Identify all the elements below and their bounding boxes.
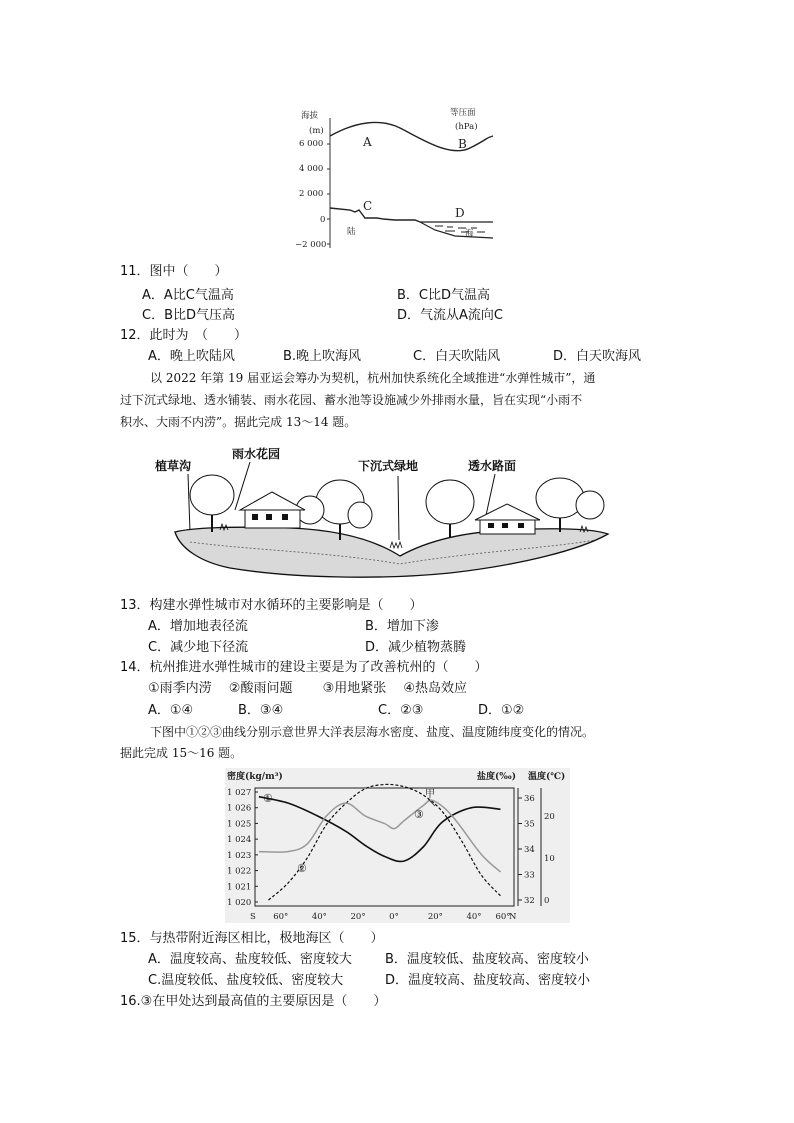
temperature-tick-label: 10 bbox=[544, 854, 555, 864]
label-sunken-greenland: 下沉式绿地 bbox=[358, 459, 419, 473]
q15-option-a[interactable]: A．温度较高、盐度较低、密度较大 bbox=[148, 952, 352, 967]
q14-stem: 14．杭州推进水弹性城市的建设主要是为了改善杭州的（ ） bbox=[120, 660, 488, 675]
curve-3-label: ③ bbox=[414, 808, 424, 821]
q15-option-b[interactable]: B．温度较低、盐度较高、密度较小 bbox=[385, 952, 589, 967]
q12-option-c[interactable]: C．白天吹陆风 bbox=[413, 349, 501, 364]
fig1-tick: 0 bbox=[320, 215, 326, 225]
q11-option-a[interactable]: A．A比C气温高 bbox=[142, 288, 234, 303]
fig1-tick: −2 000 bbox=[295, 240, 327, 250]
q11-option-c[interactable]: C．B比D气压高 bbox=[142, 308, 236, 323]
ocean-properties-chart bbox=[225, 768, 570, 923]
density-tick-label: 1 020 bbox=[227, 898, 252, 908]
curve-1-label: ① bbox=[263, 792, 273, 805]
latitude-tick-label: 40° bbox=[311, 912, 327, 922]
point-d-label: D bbox=[455, 206, 465, 220]
fig1-isobar-label-1: 等压面 bbox=[450, 108, 476, 118]
temperature-axis-label: 温度(℃) bbox=[528, 772, 566, 782]
intro1-line2: 过下沉式绿地、透水铺装、雨水花园、蓄水池等设施减少外排雨水量，旨在实现“小雨不 bbox=[120, 393, 583, 407]
density-tick-label: 1 023 bbox=[227, 850, 252, 861]
fig1-tick: 4 000 bbox=[299, 164, 324, 174]
density-tick-label: 1 025 bbox=[227, 819, 252, 830]
salinity-tick-label: 34 bbox=[524, 845, 535, 855]
q13-option-c[interactable]: C．减少地下径流 bbox=[148, 640, 249, 655]
salinity-tick-label: 35 bbox=[524, 819, 535, 830]
isobar-land-sea-figure bbox=[295, 100, 505, 260]
density-tick-label: 1 022 bbox=[227, 866, 252, 877]
intro2-line2: 据此完成 15～16 题。 bbox=[120, 746, 243, 760]
latitude-tick-label: 40° bbox=[466, 912, 482, 922]
salinity-tick-label: 36 bbox=[524, 794, 535, 804]
fig1-isobar-label-2: (hPa) bbox=[455, 122, 478, 132]
density-tick-label: 1 024 bbox=[227, 835, 252, 846]
density-tick-label: 1 027 bbox=[227, 788, 252, 798]
q14-option-c[interactable]: C．②③ bbox=[378, 703, 424, 718]
sea-floor bbox=[420, 222, 493, 238]
point-b-label: B bbox=[458, 137, 467, 151]
fig1-tick: 2 000 bbox=[299, 189, 324, 199]
point-a-label: A bbox=[363, 135, 372, 149]
q11-stem: 11．图中（ ） bbox=[120, 264, 228, 279]
salinity-tick-label: 32 bbox=[524, 896, 535, 906]
point-c-label: C bbox=[363, 199, 373, 213]
latitude-tick-label: 60° bbox=[273, 912, 289, 922]
fig1-tick: 6 000 bbox=[299, 139, 324, 149]
intro2-line1: 下图中①②③曲线分别示意世界大洋表层海水密度、盐度、温度随纬度变化的情况。 bbox=[150, 725, 595, 739]
q11-option-b[interactable]: B．C比D气温高 bbox=[397, 288, 491, 303]
q12-stem: 12．此时为 （ ） bbox=[120, 328, 248, 343]
latitude-tick-label: S bbox=[250, 912, 256, 922]
q14-statements: ①雨季内涝 ②酸雨问题 ③用地紧张 ④热岛效应 bbox=[148, 681, 468, 696]
density-tick-label: 1 026 bbox=[227, 803, 252, 814]
land-surface bbox=[330, 208, 420, 222]
land-label: 陆 bbox=[347, 227, 356, 237]
latitude-tick-label: 20° bbox=[427, 912, 443, 922]
q12-option-d[interactable]: D．白天吹海风 bbox=[553, 349, 642, 364]
density-axis-label: 密度(kg/m³) bbox=[227, 772, 283, 782]
salinity-tick-label: 33 bbox=[524, 870, 535, 881]
intro1-line3: 积水、大雨不内涝”。据此完成 13～14 题。 bbox=[120, 415, 357, 429]
q16-stem: 16.③在甲处达到最高值的主要原因是（ ） bbox=[120, 994, 387, 1009]
label-grass-swale: 植草沟 bbox=[155, 459, 192, 473]
q14-option-b[interactable]: B．③④ bbox=[238, 703, 284, 718]
temperature-tick-label: 20 bbox=[544, 812, 555, 822]
sponge-city-illustration bbox=[150, 440, 620, 590]
fig1-y-label-1: 海拔 bbox=[301, 111, 319, 121]
q15-option-d[interactable]: D．温度较高、盐度较高、密度较小 bbox=[385, 973, 591, 988]
density-tick-label: 1 021 bbox=[227, 882, 252, 893]
latitude-tick-label: 0° bbox=[389, 912, 399, 922]
latitude-tick-label: 20° bbox=[350, 912, 366, 922]
label-permeable-pavement: 透水路面 bbox=[468, 459, 517, 473]
q15-stem: 15．与热带附近海区相比，极地海区（ ） bbox=[120, 931, 384, 946]
q13-option-d[interactable]: D．减少植物蒸腾 bbox=[365, 640, 467, 655]
fig1-y-label-2: (m) bbox=[309, 126, 324, 136]
q14-option-d[interactable]: D．①② bbox=[478, 703, 525, 718]
sea-label: 海 bbox=[465, 229, 474, 239]
q12-option-b[interactable]: B.晚上吹海风 bbox=[283, 349, 362, 364]
intro1-line1: 以 2022 年第 19 届亚运会筹办为契机，杭州加快系统化全域推进“水弹性城市”，通 bbox=[150, 371, 596, 385]
q12-option-a[interactable]: A．晚上吹陆风 bbox=[148, 349, 235, 364]
label-rain-garden: 雨水花园 bbox=[232, 447, 281, 461]
jia-label: 甲 bbox=[425, 789, 435, 800]
curve-2-label: ② bbox=[297, 862, 307, 875]
q13-option-b[interactable]: B．增加下渗 bbox=[365, 619, 439, 634]
q13-option-a[interactable]: A．增加地表径流 bbox=[148, 619, 248, 634]
q14-option-a[interactable]: A．①④ bbox=[148, 703, 194, 718]
latitude-tick-label: 60° bbox=[495, 912, 511, 922]
temperature-tick-label: 0 bbox=[544, 896, 550, 906]
latitude-tick-label: N bbox=[509, 912, 517, 922]
q15-option-c[interactable]: C.温度较低、盐度较低、密度较大 bbox=[148, 973, 344, 988]
salinity-axis-label: 盐度(‰) bbox=[477, 772, 516, 782]
q13-stem: 13．构建水弹性城市对水循环的主要影响是（ ） bbox=[120, 598, 423, 613]
q11-option-d[interactable]: D．气流从A流向C bbox=[397, 308, 503, 323]
